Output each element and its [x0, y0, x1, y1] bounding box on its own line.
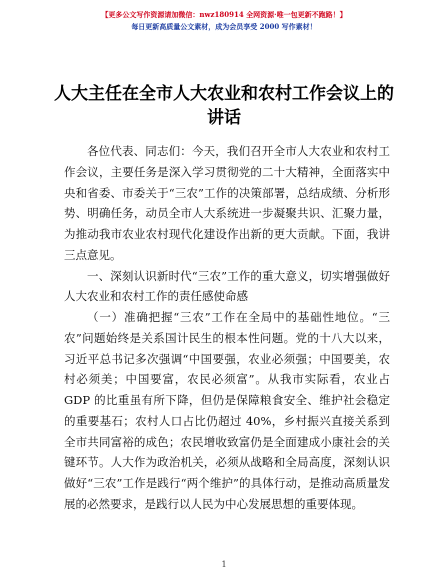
title-line-1: 人大主任在全市人大农业和农村工作会议上的: [54, 84, 394, 104]
document-title: [40, 82, 408, 130]
header-promo-line-2: 每日更新高质量公文素材，成为会员享受 2000 写作素材！: [131, 22, 317, 31]
page-number: 1: [221, 560, 227, 569]
opening-paragraph: 各位代表、同志们：今天，我们召开全市人大农业和农村工作会议，主要任务是深入学习贯彻党的二十大精神，全面落实中央和省委、市委关于“三农”工作的决策部署，总结成绩、分析形势、明确任务，动员全市人大系统进一步凝聚共识、汇聚力量，为推动我市农业农村现代化建设作出新的更大贡献。下面，我讲三点意见。: [64, 144, 390, 262]
title-line-2: 讲话: [207, 108, 241, 128]
section-heading-1: 一、深刻认识新时代“三农”工作的重大意义，切实增强做好人大农业和农村工作的责任感使命感: [64, 268, 390, 304]
body-paragraph: （一）准确把握“三农”工作在全局中的基础性地位。“三农”问题始终是关系国计民生的根本性问题。党的十八大以来，习近平总书记多次强调“中国要强，农业必须强；中国要美，农村必须美；中国要富，农民必须富”。从我市实际看，农业占 GDP 的比重虽有所下降，但仍是保障粮食安全、维护社会稳定的重要基石；农村人口占比仍超过 40%，乡村振兴直接关系到全市共同富裕的成色；农民增收致富仍是全面建成小康社会的关键环节。人大作为政治机关，必须从战略和全局高度，深刻认识做好“三农”工作是践行“两个维护”的具体行动，是推动高质量发展的必然要求，是践行以人民为中心发展思想的重要体现。: [64, 310, 390, 511]
document-body: [64, 141, 390, 515]
header-promo-line-1: 【更多公文写作资源请加微信：nwz180914 全网资源·唯一包更新不跑路！】: [101, 10, 347, 19]
